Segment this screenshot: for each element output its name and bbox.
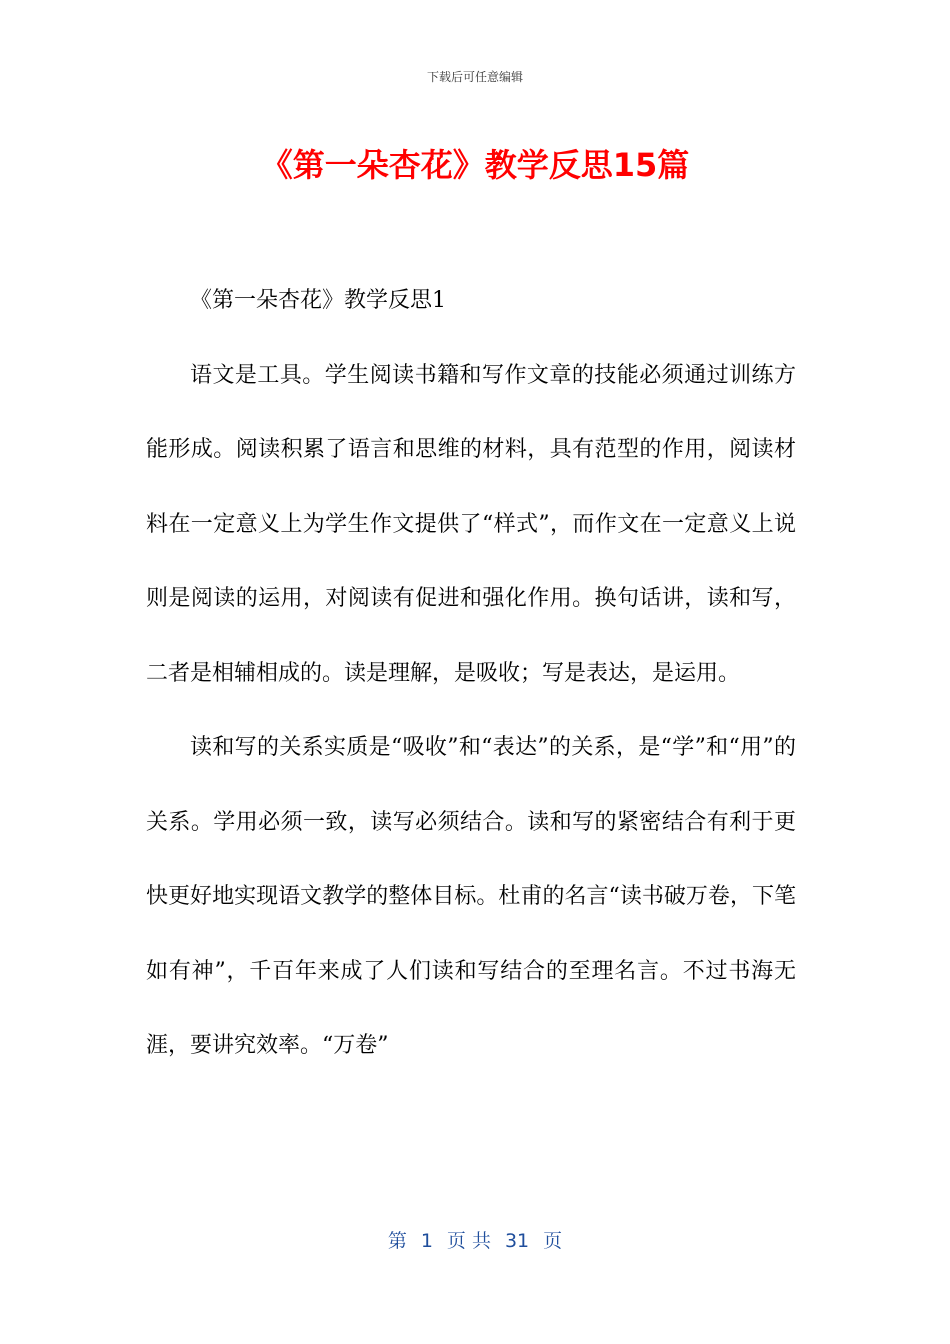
footer-middle: 页 共 [446, 1230, 491, 1252]
page-footer [0, 1226, 950, 1253]
header-note: 下载后可任意编辑 [426, 70, 523, 84]
footer-page-current: 1 [420, 1230, 433, 1252]
paragraph-2: 读和写的关系实质是“吸收”和“表达”的关系，是“学”和“用”的关系。学用必须一致，读写必须结合。读和写的紧密结合有利于更快更好地实现语文教学的整体目标。杜甫的名言“读书破万卷，下笔如有神”，千百年来成了人们读和写结合的至理名言。不过书海无涯，要讲究效率。“万卷” [146, 735, 796, 1058]
paragraph-1: 语文是工具。学生阅读书籍和写作文章的技能必须通过训练方能形成。阅读积累了语言和思维的材料，具有范型的作用，阅读材料在一定意义上为学生作文提供了“样式”，而作文在一定意义上说则是阅读的运用，对阅读有促进和强化作用。换句话讲，读和写，二者是相辅相成的。读是理解，是吸收；写是表达，是运用。 [146, 362, 796, 686]
section-heading: 《第一朵杏花》教学反思1 [190, 288, 446, 313]
document-body [146, 264, 796, 1084]
document-title: 《第一朵杏花》教学反思15篇 [260, 146, 690, 184]
footer-prefix: 第 [387, 1230, 407, 1252]
footer-page-total: 31 [504, 1230, 530, 1252]
footer-suffix: 页 [543, 1230, 563, 1252]
